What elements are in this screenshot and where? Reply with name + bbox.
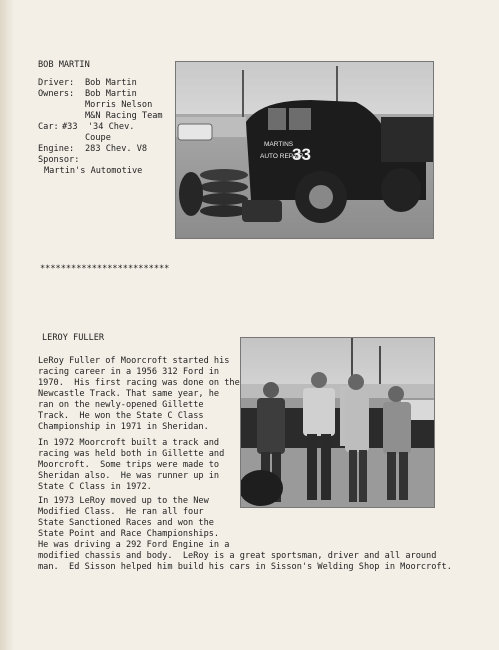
para2-line-2: racing was held both in Gillette and	[38, 449, 225, 459]
car-value: #33 '34 Chev.	[62, 122, 135, 132]
para2-line-3: Moorcroft. Some trips were made to	[38, 460, 220, 470]
leroy-fuller-heading: LEROY FULLER	[42, 333, 105, 343]
para1-line-4: Newcastle Track. That same year, he	[38, 389, 220, 399]
driver-value: Bob Martin	[85, 78, 137, 88]
door-lettering-1: MARTINS	[264, 141, 294, 148]
para1-line-5: ran on the newly-opened Gillette	[38, 400, 204, 410]
racers-trophy-photo	[240, 337, 435, 508]
para2-line-4: Sheridan also. He was runner up in	[38, 471, 220, 481]
section-divider: *************************	[40, 264, 170, 274]
owner-line-1: Bob Martin	[85, 89, 137, 99]
para3-line-3: State Sanctioned Races and won the	[38, 518, 214, 528]
driver-label: Driver:	[38, 78, 75, 88]
para3-line-4: State Point and Race Championships.	[38, 529, 220, 539]
engine-label: Engine:	[38, 144, 75, 154]
engine-value: 283 Chev. V8	[85, 144, 148, 154]
para3-line-5: He was driving a 292 Ford Engine in a	[38, 540, 230, 550]
para1-line-7: Championship in 1971 in Sheridan.	[38, 422, 209, 432]
para3-line-1: In 1973 LeRoy moved up to the New	[38, 496, 209, 506]
bob-martin-heading: BOB MARTIN	[38, 60, 90, 70]
car-value-continued: Coupe	[85, 133, 111, 143]
para2-line-1: In 1972 Moorcroft built a track and	[38, 438, 220, 448]
owner-line-2: Morris Nelson	[85, 100, 153, 110]
car-number: 33	[292, 145, 311, 164]
sponsor-value: Martin's Automotive	[44, 166, 143, 176]
para1-line-3: 1970. His first racing was done on the	[38, 378, 240, 388]
para2-line-5: State C Class in 1972.	[38, 482, 152, 492]
para1-line-2: racing career in a 1956 312 Ford in	[38, 367, 220, 377]
para3-line-6: modified chassis and body. LeRoy is a great sportsman, driver and all around	[38, 551, 437, 561]
para1-line-1: LeRoy Fuller of Moorcroft started his	[38, 356, 230, 366]
owners-label: Owners:	[38, 89, 75, 99]
para1-line-6: Track. He won the State C Class	[38, 411, 204, 421]
door-lettering-2: AUTO REPAIR	[260, 153, 304, 160]
para3-line-2: Modified Class. He ran all four	[38, 507, 204, 517]
sponsor-label: Sponsor:	[38, 155, 80, 165]
car-label: Car:	[38, 122, 59, 132]
owner-line-3: M&N Racing Team	[85, 111, 163, 121]
para3-line-7: man. Ed Sisson helped him build his cars in Sisson's Welding Shop in Moorcroft.	[38, 562, 452, 572]
page-binding-edge	[0, 0, 14, 650]
race-car-photo	[175, 61, 434, 239]
